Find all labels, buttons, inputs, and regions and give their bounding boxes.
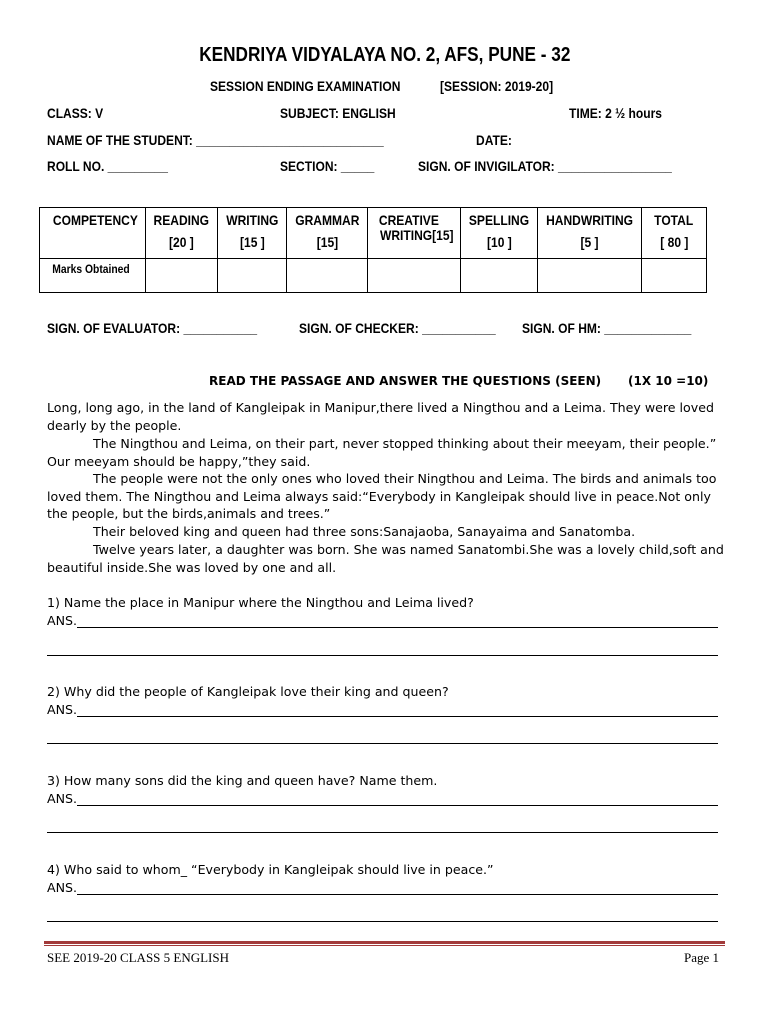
- spelling-header: SPELLING [10 ]: [460, 208, 538, 259]
- passage-instruction: READ THE PASSAGE AND ANSWER THE QUESTIONS (SEEN): [209, 374, 602, 388]
- reading-header: READING [20 ]: [145, 208, 217, 259]
- handwriting-marks-cell[interactable]: [538, 259, 642, 293]
- subject-label: SUBJECT: ENGLISH: [280, 105, 396, 121]
- question-4: 4) Who said to whom_ “Everybody in Kangleipak should live in peace.”: [47, 862, 494, 877]
- question-3: 3) How many sons did the king and queen have? Name them.: [47, 773, 438, 788]
- total-marks-cell[interactable]: [642, 259, 707, 293]
- time-label: TIME: 2 ½ hours: [569, 105, 662, 121]
- passage-paragraph-1: Long, long ago, in the land of Kangleipak in Manipur,there lived a Ningthou and a Leima. They were loved dearly by the people.: [47, 400, 714, 433]
- date-field[interactable]: DATE:: [476, 132, 512, 148]
- writing-header: WRITING [15 ]: [218, 208, 287, 259]
- answer-line-1b[interactable]: [47, 655, 718, 656]
- writing-marks-cell[interactable]: [218, 259, 287, 293]
- answer-label-1: ANS.: [47, 613, 78, 628]
- passage-paragraph-3: The people were not the only ones who loved their Ningthou and Leima. The birds and animals too loved them. The Ningthou and Leima always said:“Everybody in Kangleipak should live in peace.Not only the people, but the birds,animals and trees.”: [47, 471, 717, 522]
- answer-label-2: ANS.: [47, 702, 78, 717]
- passage-marks: (1X 10 =10): [628, 374, 709, 388]
- grammar-marks-cell[interactable]: [286, 259, 368, 293]
- spelling-marks-cell[interactable]: [460, 259, 538, 293]
- passage-paragraph-4: Their beloved king and queen had three sons:Sanajaoba, Sanayaima and Sanatomba.: [93, 524, 636, 539]
- answer-line-4a[interactable]: [77, 894, 718, 895]
- hm-signature-field[interactable]: SIGN. OF HM: _____________: [522, 320, 692, 336]
- footer-rule-thin: [44, 945, 725, 946]
- passage-paragraph-5: Twelve years later, a daughter was born. She was named Sanatombi.She was a lovely child,soft and beautiful inside.She was loved by one and all.: [47, 542, 724, 575]
- answer-label-3: ANS.: [47, 791, 78, 806]
- grammar-header: GRAMMAR [15]: [286, 208, 368, 259]
- checker-signature-field[interactable]: SIGN. OF CHECKER: ___________: [299, 320, 496, 336]
- class-label: CLASS: V: [47, 105, 104, 121]
- answer-label-4: ANS.: [47, 880, 78, 895]
- answer-line-3b[interactable]: [47, 832, 718, 833]
- page-title: KENDRIYA VIDYALAYA NO. 2, AFS, PUNE - 32: [199, 44, 571, 66]
- section-field[interactable]: SECTION: _____: [280, 158, 375, 174]
- total-header: TOTAL [ 80 ]: [642, 208, 707, 259]
- answer-line-3a[interactable]: [77, 805, 718, 806]
- footer-exam-info: SEE 2019-20 CLASS 5 ENGLISH: [47, 950, 230, 965]
- evaluator-signature-field[interactable]: SIGN. OF EVALUATOR: ___________: [47, 320, 258, 336]
- creative-writing-marks-cell[interactable]: [368, 259, 461, 293]
- student-name-field[interactable]: NAME OF THE STUDENT: ____________________________: [47, 132, 384, 148]
- page-number: Page 1: [684, 950, 720, 965]
- handwriting-header: HANDWRITING [5 ]: [538, 208, 642, 259]
- exam-name: SESSION ENDING EXAMINATION: [210, 78, 401, 94]
- answer-line-1a[interactable]: [77, 627, 718, 628]
- answer-line-2a[interactable]: [77, 716, 718, 717]
- question-2: 2) Why did the people of Kangleipak love their king and queen?: [47, 684, 449, 699]
- answer-line-4b[interactable]: [47, 921, 718, 922]
- marks-obtained-label: Marks Obtained: [40, 259, 146, 293]
- session-label: [SESSION: 2019-20]: [440, 78, 554, 94]
- question-1: 1) Name the place in Manipur where the Ningthou and Leima lived?: [47, 595, 474, 610]
- reading-marks-cell[interactable]: [145, 259, 217, 293]
- invigilator-signature-field[interactable]: SIGN. OF INVIGILATOR: _________________: [418, 158, 672, 174]
- competency-header: COMPETENCY: [40, 208, 146, 259]
- marks-table: [39, 207, 707, 293]
- passage-paragraph-2: The Ningthou and Leima, on their part, never stopped thinking about their meeyam, their people.” Our meeyam should be happy,”they said.: [47, 436, 717, 469]
- footer-rule: [44, 941, 725, 944]
- answer-line-2b[interactable]: [47, 743, 718, 744]
- roll-number-field[interactable]: ROLL NO. _________: [47, 158, 168, 174]
- creative-writing-header: CREATIVE WRITING[15]: [368, 208, 461, 259]
